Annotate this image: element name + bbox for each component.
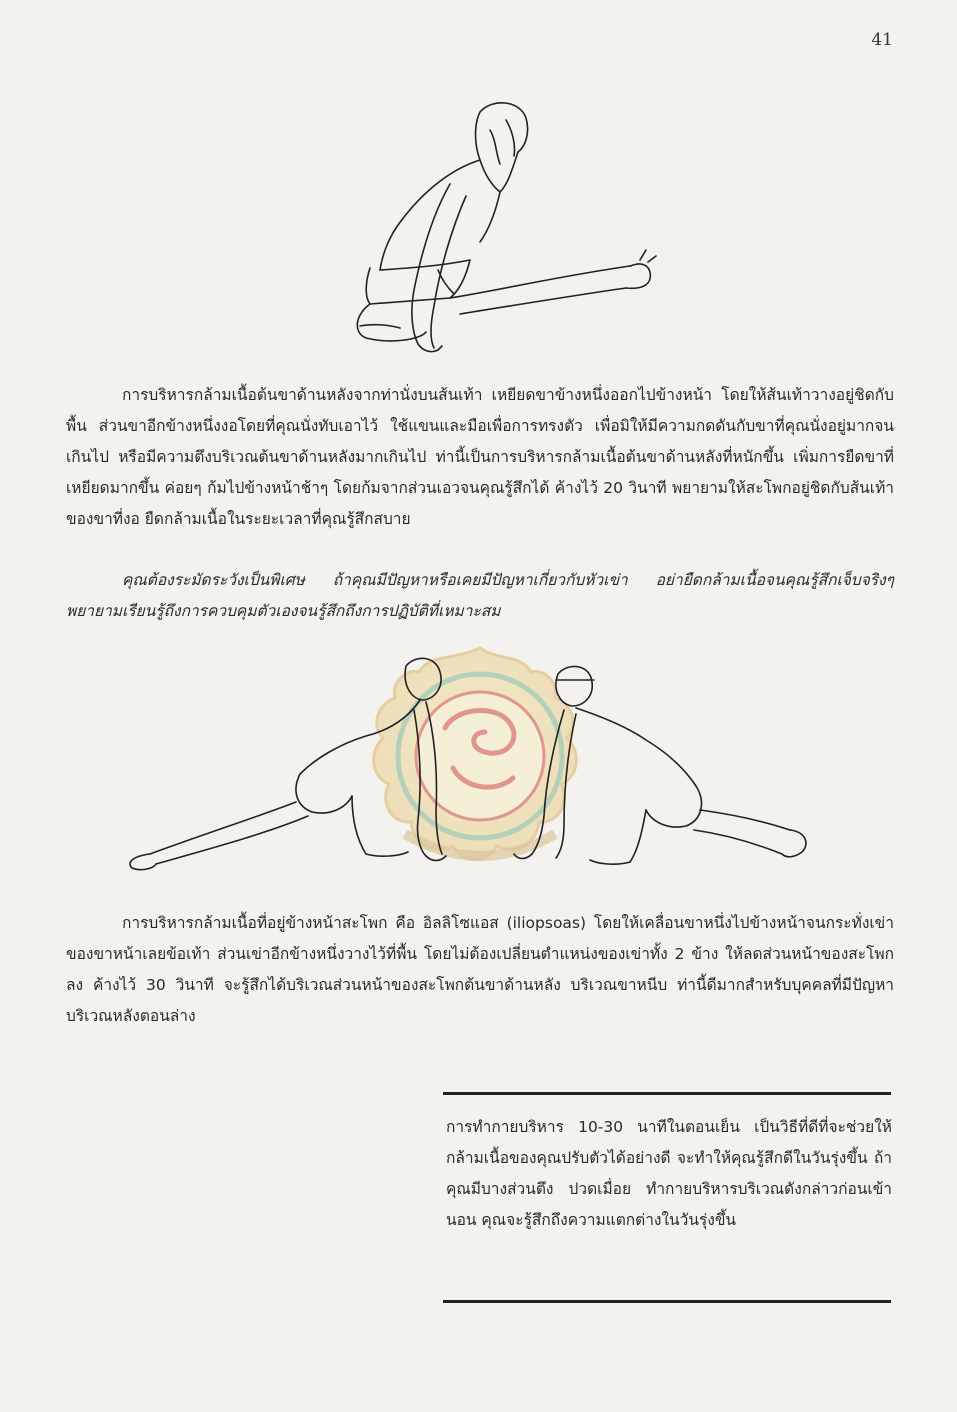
tip-box-bottom-rule	[443, 1300, 891, 1303]
person-sitting-on-heel-stretching-leg-icon	[330, 100, 670, 360]
page-number: 41	[871, 30, 893, 50]
paragraph-iliopsoas-stretch: การบริหารกล้ามเนื้อที่อยู่ข้างหน้าสะโพก คือ อิลลิโซแอส (iliopsoas) โดยให้เคลื่อนขาหนึ่งไปข้างหน้าจนกระทั่งเข่าของขาหน้าเลยข้อเท้า ส่วนเข่าอีกข้างหนึ่งวางไว้ที่พื้น โดยไม่ต้องเปลี่ยนตำแหน่งของเข่าทั้ง 2 ข้าง ให้ลดส่วนหน้าของสะโพกลง ค้างไว้ 30 วินาที จะรู้สึกได้บริเวณส่วนหน้าของสะโพกต้นขาด้านหลัง บริเวณขาหนีบ ท่านี้ดีมากสำหรับบุคคลที่มีปัญหาบริเวณหลังตอนล่าง	[66, 914, 894, 1025]
two-people-lunge-stretch-icon	[90, 640, 830, 895]
paragraph-hamstring-stretch: การบริหารกล้ามเนื้อต้นขาด้านหลังจากท่านั่งบนส้นเท้า เหยียดขาข้างหนึ่งออกไปข้างหน้า โดยให้ส้นเท้าวางอยู่ชิดกับพื้น ส่วนขาอีกข้างหนึ่งงอโดยที่คุณนั่งทับเอาไว้ ใช้แขนและมือเพื่อการทรงตัว เพื่อมิให้มีความกดดันกับขาที่คุณนั่งอยู่มากจนเกินไป หรือมีความตึงบริเวณต้นขาด้านหลังมากเกินไป ท่านี้เป็นการบริหารกล้ามเนื้อต้นขาด้านหลังที่หนักขึ้น เพิ่มการยืดขาที่เหยียดมากขึ้น ค่อยๆ ก้มไปข้างหน้าช้าๆ โดยก้มจากส่วนเอวจนคุณรู้สึกได้ ค้างไว้ 20 วินาที พยายามให้สะโพกอยู่ชิดกับส้นเท้าของขาที่งอ ยืดกล้ามเนื้อในระยะเวลาที่คุณรู้สึกสบาย	[66, 386, 894, 528]
paragraph-knee-caution: คุณต้องระมัดระวังเป็นพิเศษ ถ้าคุณมีปัญหาหรือเคยมีปัญหาเกี่ยวกับหัวเข่า อย่ายืดกล้ามเนื้อจนคุณรู้สึกเจ็บจริงๆ พยายามเรียนรู้ถึงการควบคุมตัวเองจนรู้สึกถึงการปฏิบัติที่เหมาะสม	[66, 571, 894, 620]
tip-box-top-rule	[443, 1092, 891, 1095]
tip-box-text: การทำกายบริหาร 10-30 นาทีในตอนเย็น เป็นวิธีที่ดีที่จะช่วยให้กล้ามเนื้อของคุณปรับตัวได้อย่างดี จะทำให้คุณรู้สึกดีในวันรุ่งขึ้น ถ้าคุณมีบางส่วนตึง ปวดเมื่อย ทำกายบริหารบริเวณดังกล่าวก่อนเข้านอน คุณจะรู้สึกถึงความแตกต่างในวันรุ่งขึ้น	[446, 1118, 892, 1229]
